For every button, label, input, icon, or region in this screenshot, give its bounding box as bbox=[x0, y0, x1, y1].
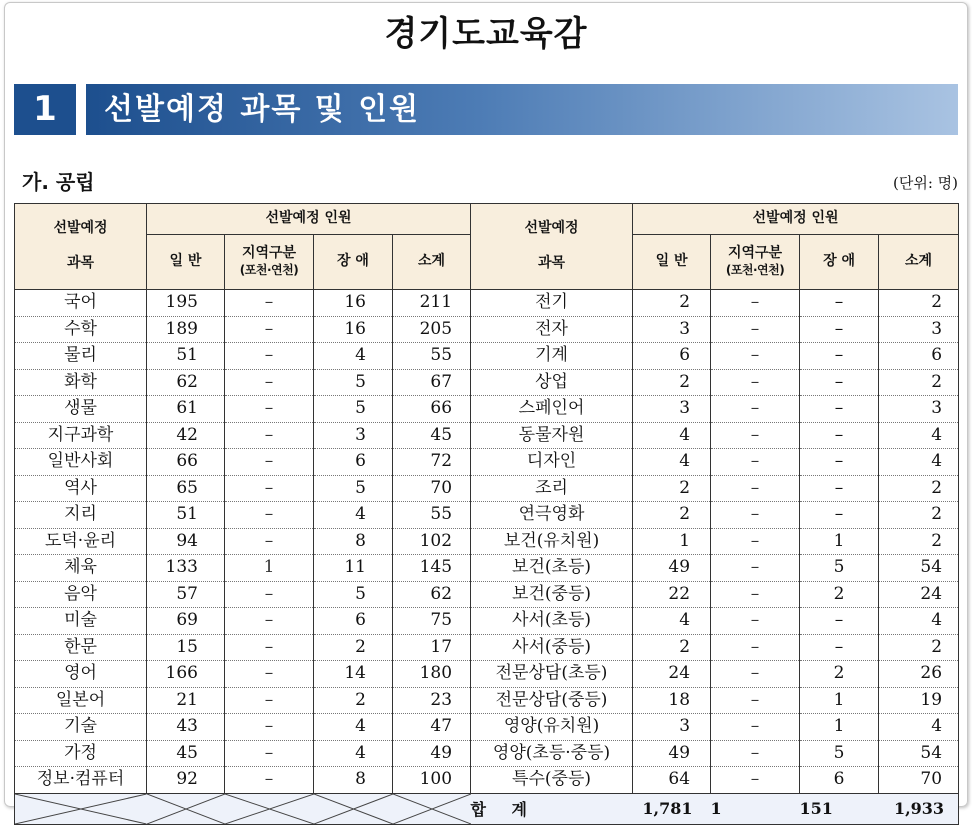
left-disabled-cell: 2 bbox=[314, 687, 393, 714]
header-subtotal: 소계 bbox=[393, 235, 471, 290]
left-general-cell: 57 bbox=[147, 581, 225, 608]
right-disabled-cell: – bbox=[800, 290, 879, 317]
left-subtotal-cell: 55 bbox=[393, 343, 471, 370]
left-disabled-cell: 4 bbox=[314, 714, 393, 741]
right-region-cell: – bbox=[711, 634, 800, 661]
left-general-cell: 21 bbox=[147, 687, 225, 714]
left-subtotal-cell: 72 bbox=[393, 449, 471, 476]
empty-cell bbox=[225, 793, 314, 824]
left-subject-cell: 일본어 bbox=[15, 687, 147, 714]
selection-table bbox=[14, 203, 959, 825]
left-region-cell: – bbox=[225, 687, 314, 714]
right-disabled-cell: 6 bbox=[800, 767, 879, 794]
left-subject-cell: 한문 bbox=[15, 634, 147, 661]
left-region-cell: – bbox=[225, 502, 314, 529]
left-disabled-cell: 2 bbox=[314, 634, 393, 661]
header-region: 지역구분 (포천·연천) bbox=[225, 235, 314, 290]
table-row bbox=[15, 528, 959, 555]
left-disabled-cell: 5 bbox=[314, 369, 393, 396]
left-region-cell: – bbox=[225, 661, 314, 688]
left-subtotal-cell: 145 bbox=[393, 555, 471, 582]
subsection-title: 가. 공립 bbox=[22, 170, 95, 194]
right-general-cell: 18 bbox=[633, 687, 711, 714]
right-region-cell: – bbox=[711, 290, 800, 317]
empty-cell bbox=[393, 793, 471, 824]
right-subtotal-cell: 54 bbox=[879, 740, 959, 767]
right-general-cell: 4 bbox=[633, 608, 711, 635]
right-general-cell: 3 bbox=[633, 316, 711, 343]
right-disabled-cell: – bbox=[800, 608, 879, 635]
left-disabled-cell: 11 bbox=[314, 555, 393, 582]
right-subject-cell: 상업 bbox=[471, 369, 633, 396]
right-region-cell: – bbox=[711, 608, 800, 635]
right-region-cell: – bbox=[711, 396, 800, 423]
right-subtotal-cell: 4 bbox=[879, 714, 959, 741]
right-general-cell: 2 bbox=[633, 502, 711, 529]
left-disabled-cell: 16 bbox=[314, 290, 393, 317]
left-subtotal-cell: 55 bbox=[393, 502, 471, 529]
left-general-cell: 43 bbox=[147, 714, 225, 741]
right-subtotal-cell: 24 bbox=[879, 581, 959, 608]
left-disabled-cell: 4 bbox=[314, 502, 393, 529]
left-general-cell: 65 bbox=[147, 475, 225, 502]
table-row bbox=[15, 290, 959, 317]
right-subject-cell: 기계 bbox=[471, 343, 633, 370]
section-number: 1 bbox=[14, 84, 76, 135]
total-label: 합 계 bbox=[471, 793, 633, 824]
right-subtotal-cell: 26 bbox=[879, 661, 959, 688]
right-subject-cell: 영양(초등·중등) bbox=[471, 740, 633, 767]
right-disabled-cell: 1 bbox=[800, 528, 879, 555]
right-subtotal-cell: 2 bbox=[879, 634, 959, 661]
left-general-cell: 92 bbox=[147, 767, 225, 794]
left-subject-cell: 미술 bbox=[15, 608, 147, 635]
header-subject-left: 선발예정 과목 bbox=[15, 204, 147, 290]
right-general-cell: 3 bbox=[633, 714, 711, 741]
right-general-cell: 24 bbox=[633, 661, 711, 688]
right-disabled-cell: – bbox=[800, 369, 879, 396]
cross-mark bbox=[225, 794, 314, 824]
right-subject-cell: 전문상담(중등) bbox=[471, 687, 633, 714]
table-row bbox=[15, 661, 959, 688]
left-subtotal-cell: 102 bbox=[393, 528, 471, 555]
left-subject-cell: 지리 bbox=[15, 502, 147, 529]
right-subtotal-cell: 4 bbox=[879, 422, 959, 449]
left-general-cell: 66 bbox=[147, 449, 225, 476]
right-general-cell: 2 bbox=[633, 475, 711, 502]
header-people-left: 선발예정 인원 bbox=[147, 204, 471, 235]
left-subtotal-cell: 211 bbox=[393, 290, 471, 317]
table-row bbox=[15, 422, 959, 449]
left-region-cell: – bbox=[225, 396, 314, 423]
right-region-cell: – bbox=[711, 740, 800, 767]
left-general-cell: 69 bbox=[147, 608, 225, 635]
right-subtotal-cell: 4 bbox=[879, 449, 959, 476]
left-general-cell: 195 bbox=[147, 290, 225, 317]
right-subtotal-cell: 2 bbox=[879, 528, 959, 555]
left-region-cell: – bbox=[225, 634, 314, 661]
total-general: 1,781 bbox=[633, 793, 711, 824]
left-subtotal-cell: 49 bbox=[393, 740, 471, 767]
left-subject-cell: 국어 bbox=[15, 290, 147, 317]
right-disabled-cell: – bbox=[800, 502, 879, 529]
right-subject-cell: 보건(중등) bbox=[471, 581, 633, 608]
left-disabled-cell: 3 bbox=[314, 422, 393, 449]
empty-cell bbox=[15, 793, 147, 824]
left-region-cell: – bbox=[225, 475, 314, 502]
left-subject-cell: 음악 bbox=[15, 581, 147, 608]
left-region-cell: – bbox=[225, 449, 314, 476]
left-subtotal-cell: 47 bbox=[393, 714, 471, 741]
table-row bbox=[15, 767, 959, 794]
right-subject-cell: 동물자원 bbox=[471, 422, 633, 449]
left-region-cell: – bbox=[225, 581, 314, 608]
left-disabled-cell: 5 bbox=[314, 581, 393, 608]
total-row bbox=[15, 793, 959, 824]
left-subject-cell: 역사 bbox=[15, 475, 147, 502]
right-subject-cell: 디자인 bbox=[471, 449, 633, 476]
right-region-cell: – bbox=[711, 475, 800, 502]
cross-mark bbox=[393, 794, 471, 824]
table-row bbox=[15, 475, 959, 502]
left-subject-cell: 화학 bbox=[15, 369, 147, 396]
left-region-cell: – bbox=[225, 608, 314, 635]
table-row bbox=[15, 502, 959, 529]
right-region-cell: – bbox=[711, 449, 800, 476]
header-general: 일 반 bbox=[147, 235, 225, 290]
total-region: 1 bbox=[711, 793, 800, 824]
right-disabled-cell: 1 bbox=[800, 714, 879, 741]
left-subtotal-cell: 23 bbox=[393, 687, 471, 714]
table-row bbox=[15, 634, 959, 661]
right-region-cell: – bbox=[711, 661, 800, 688]
right-disabled-cell: – bbox=[800, 343, 879, 370]
right-subject-cell: 사서(초등) bbox=[471, 608, 633, 635]
right-region-cell: – bbox=[711, 687, 800, 714]
left-subtotal-cell: 17 bbox=[393, 634, 471, 661]
left-subject-cell: 정보·컴퓨터 bbox=[15, 767, 147, 794]
right-region-cell: – bbox=[711, 528, 800, 555]
left-region-cell: – bbox=[225, 528, 314, 555]
right-disabled-cell: 2 bbox=[800, 581, 879, 608]
right-general-cell: 1 bbox=[633, 528, 711, 555]
right-subtotal-cell: 3 bbox=[879, 316, 959, 343]
right-subject-cell: 전문상담(초등) bbox=[471, 661, 633, 688]
right-general-cell: 49 bbox=[633, 555, 711, 582]
empty-cell bbox=[147, 793, 225, 824]
right-region-cell: – bbox=[711, 581, 800, 608]
unit-label: (단위: 명) bbox=[893, 174, 958, 192]
right-subject-cell: 사서(중등) bbox=[471, 634, 633, 661]
right-general-cell: 22 bbox=[633, 581, 711, 608]
table-row bbox=[15, 740, 959, 767]
right-general-cell: 2 bbox=[633, 634, 711, 661]
left-subject-cell: 영어 bbox=[15, 661, 147, 688]
cross-mark bbox=[147, 794, 225, 824]
header-general: 일 반 bbox=[633, 235, 711, 290]
table-row bbox=[15, 581, 959, 608]
left-region-cell: – bbox=[225, 767, 314, 794]
right-subject-cell: 연극영화 bbox=[471, 502, 633, 529]
left-disabled-cell: 8 bbox=[314, 767, 393, 794]
right-subtotal-cell: 19 bbox=[879, 687, 959, 714]
right-general-cell: 2 bbox=[633, 290, 711, 317]
right-subtotal-cell: 2 bbox=[879, 475, 959, 502]
left-subtotal-cell: 180 bbox=[393, 661, 471, 688]
org-title: 경기도교육감 bbox=[384, 14, 588, 54]
right-disabled-cell: – bbox=[800, 396, 879, 423]
left-general-cell: 15 bbox=[147, 634, 225, 661]
left-disabled-cell: 16 bbox=[314, 316, 393, 343]
left-subtotal-cell: 205 bbox=[393, 316, 471, 343]
header-subtotal: 소계 bbox=[879, 235, 959, 290]
left-disabled-cell: 6 bbox=[314, 449, 393, 476]
left-general-cell: 94 bbox=[147, 528, 225, 555]
right-region-cell: – bbox=[711, 422, 800, 449]
right-general-cell: 4 bbox=[633, 449, 711, 476]
right-general-cell: 64 bbox=[633, 767, 711, 794]
left-subject-cell: 일반사회 bbox=[15, 449, 147, 476]
right-disabled-cell: 1 bbox=[800, 687, 879, 714]
right-disabled-cell: – bbox=[800, 316, 879, 343]
left-region-cell: – bbox=[225, 714, 314, 741]
left-general-cell: 62 bbox=[147, 369, 225, 396]
left-region-cell: 1 bbox=[225, 555, 314, 582]
left-subject-cell: 지구과학 bbox=[15, 422, 147, 449]
total-subtotal: 1,933 bbox=[879, 793, 959, 824]
right-disabled-cell: 5 bbox=[800, 740, 879, 767]
left-region-cell: – bbox=[225, 369, 314, 396]
right-subtotal-cell: 70 bbox=[879, 767, 959, 794]
left-subtotal-cell: 66 bbox=[393, 396, 471, 423]
left-region-cell: – bbox=[225, 343, 314, 370]
right-general-cell: 3 bbox=[633, 396, 711, 423]
section-title: 선발예정 과목 및 인원 bbox=[86, 84, 958, 135]
right-subtotal-cell: 4 bbox=[879, 608, 959, 635]
left-general-cell: 51 bbox=[147, 343, 225, 370]
left-general-cell: 133 bbox=[147, 555, 225, 582]
header-people-right: 선발예정 인원 bbox=[633, 204, 959, 235]
right-subtotal-cell: 54 bbox=[879, 555, 959, 582]
table-row bbox=[15, 369, 959, 396]
cross-mark bbox=[15, 794, 147, 824]
header-subject-right: 선발예정 과목 bbox=[471, 204, 633, 290]
header-disabled: 장 애 bbox=[314, 235, 393, 290]
table-row bbox=[15, 316, 959, 343]
left-general-cell: 189 bbox=[147, 316, 225, 343]
left-general-cell: 166 bbox=[147, 661, 225, 688]
total-disabled: 151 bbox=[800, 793, 879, 824]
right-region-cell: – bbox=[711, 767, 800, 794]
left-subtotal-cell: 45 bbox=[393, 422, 471, 449]
right-general-cell: 4 bbox=[633, 422, 711, 449]
left-disabled-cell: 4 bbox=[314, 740, 393, 767]
left-subtotal-cell: 67 bbox=[393, 369, 471, 396]
right-subject-cell: 보건(유치원) bbox=[471, 528, 633, 555]
right-general-cell: 49 bbox=[633, 740, 711, 767]
right-region-cell: – bbox=[711, 369, 800, 396]
right-disabled-cell: – bbox=[800, 422, 879, 449]
right-subject-cell: 스페인어 bbox=[471, 396, 633, 423]
right-region-cell: – bbox=[711, 502, 800, 529]
cross-mark bbox=[314, 794, 393, 824]
right-disabled-cell: 2 bbox=[800, 661, 879, 688]
left-subject-cell: 수학 bbox=[15, 316, 147, 343]
left-disabled-cell: 5 bbox=[314, 475, 393, 502]
left-disabled-cell: 14 bbox=[314, 661, 393, 688]
left-subtotal-cell: 100 bbox=[393, 767, 471, 794]
left-subject-cell: 물리 bbox=[15, 343, 147, 370]
header-disabled: 장 애 bbox=[800, 235, 879, 290]
right-subject-cell: 영양(유치원) bbox=[471, 714, 633, 741]
left-disabled-cell: 4 bbox=[314, 343, 393, 370]
left-general-cell: 45 bbox=[147, 740, 225, 767]
left-disabled-cell: 6 bbox=[314, 608, 393, 635]
table-row bbox=[15, 608, 959, 635]
left-subject-cell: 체육 bbox=[15, 555, 147, 582]
left-region-cell: – bbox=[225, 290, 314, 317]
table-row bbox=[15, 687, 959, 714]
right-region-cell: – bbox=[711, 555, 800, 582]
right-disabled-cell: – bbox=[800, 634, 879, 661]
left-subtotal-cell: 75 bbox=[393, 608, 471, 635]
right-disabled-cell: 5 bbox=[800, 555, 879, 582]
right-subtotal-cell: 6 bbox=[879, 343, 959, 370]
right-subtotal-cell: 2 bbox=[879, 290, 959, 317]
right-subject-cell: 보건(초등) bbox=[471, 555, 633, 582]
right-disabled-cell: – bbox=[800, 475, 879, 502]
table-row bbox=[15, 343, 959, 370]
table-row bbox=[15, 396, 959, 423]
left-general-cell: 42 bbox=[147, 422, 225, 449]
right-subject-cell: 특수(중등) bbox=[471, 767, 633, 794]
right-region-cell: – bbox=[711, 316, 800, 343]
right-region-cell: – bbox=[711, 343, 800, 370]
right-disabled-cell: – bbox=[800, 449, 879, 476]
right-subtotal-cell: 2 bbox=[879, 502, 959, 529]
left-subject-cell: 도덕·윤리 bbox=[15, 528, 147, 555]
empty-cell bbox=[314, 793, 393, 824]
left-subject-cell: 가정 bbox=[15, 740, 147, 767]
left-general-cell: 51 bbox=[147, 502, 225, 529]
left-region-cell: – bbox=[225, 740, 314, 767]
table-row bbox=[15, 449, 959, 476]
left-subtotal-cell: 62 bbox=[393, 581, 471, 608]
left-subject-cell: 생물 bbox=[15, 396, 147, 423]
left-general-cell: 61 bbox=[147, 396, 225, 423]
right-subtotal-cell: 3 bbox=[879, 396, 959, 423]
right-subject-cell: 전기 bbox=[471, 290, 633, 317]
right-subject-cell: 전자 bbox=[471, 316, 633, 343]
right-region-cell: – bbox=[711, 714, 800, 741]
right-subtotal-cell: 2 bbox=[879, 369, 959, 396]
table-row bbox=[15, 714, 959, 741]
header-region: 지역구분 (포천·연천) bbox=[711, 235, 800, 290]
right-general-cell: 6 bbox=[633, 343, 711, 370]
left-disabled-cell: 8 bbox=[314, 528, 393, 555]
left-region-cell: – bbox=[225, 316, 314, 343]
left-subtotal-cell: 70 bbox=[393, 475, 471, 502]
right-subject-cell: 조리 bbox=[471, 475, 633, 502]
table-row bbox=[15, 555, 959, 582]
left-subject-cell: 기술 bbox=[15, 714, 147, 741]
left-disabled-cell: 5 bbox=[314, 396, 393, 423]
table-body bbox=[15, 290, 959, 794]
left-region-cell: – bbox=[225, 422, 314, 449]
right-general-cell: 2 bbox=[633, 369, 711, 396]
